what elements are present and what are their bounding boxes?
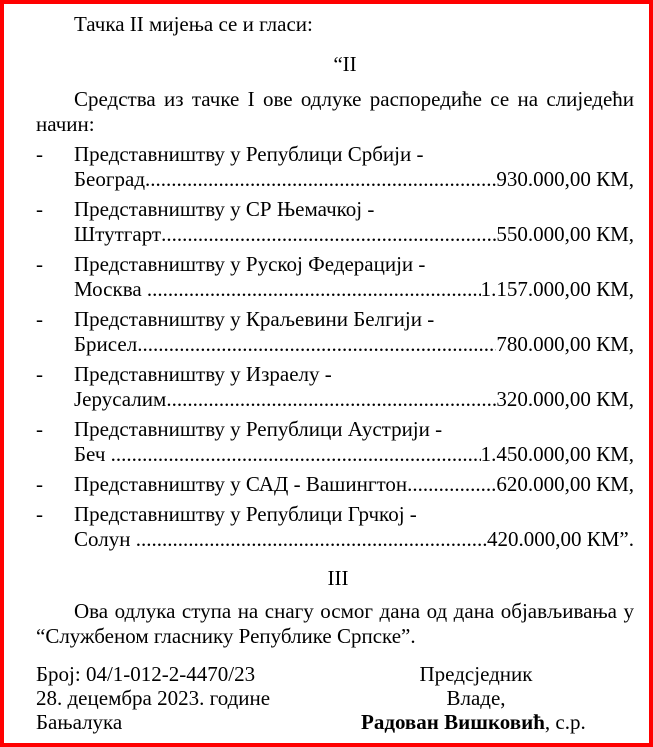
dot-leader — [147, 277, 481, 302]
list-item — [36, 142, 634, 192]
item-line2 — [74, 527, 634, 552]
intro-text: Тачка II мијења се и гласи: — [74, 12, 313, 36]
item-city: Солун — [74, 527, 136, 551]
item-line2 — [74, 387, 634, 412]
dot-leader — [161, 222, 496, 247]
list-item — [36, 252, 634, 302]
signatory-suffix: , с.р. — [544, 710, 586, 734]
dot-leader — [137, 332, 496, 357]
item-line1: Представништву у Републици Србији - — [74, 142, 424, 166]
document-place: Бањалука — [36, 710, 123, 734]
list-item — [36, 417, 634, 467]
item-line2 — [74, 442, 634, 467]
item-amount: 1.157.000,00 КМ, — [480, 277, 634, 301]
item-city: Брисел — [74, 332, 138, 356]
signatory-title — [346, 662, 606, 710]
dot-leader — [111, 442, 481, 467]
item-line1: Представништву у Републици Аустрији - — [74, 417, 443, 441]
item-amount: 780.000,00 КМ, — [496, 332, 634, 356]
item-line1 — [74, 472, 634, 497]
item-line1: Представништву у Израелу - — [74, 362, 332, 386]
list-item — [36, 197, 634, 247]
item-city: Москва — [74, 277, 147, 301]
item-amount: 930.000,00 КМ, — [496, 167, 634, 191]
dot-leader — [166, 387, 496, 412]
list-dash: - — [36, 472, 43, 496]
list-dash: - — [36, 252, 43, 276]
item-amount: 1.450.000,00 КМ, — [480, 442, 634, 466]
list-dash: - — [36, 417, 43, 441]
item-city: Јерусалим — [74, 387, 167, 411]
signatory-role: Предсједник — [419, 662, 533, 686]
document-number: Број: 04/1-012-2-4470/23 — [36, 662, 256, 686]
item-line2 — [74, 332, 634, 357]
list-dash: - — [36, 362, 43, 386]
document-body — [36, 12, 634, 734]
signatory-line — [361, 710, 586, 734]
dot-leader — [407, 472, 496, 497]
paragraph-allocation: Средства из тачке I ове одлуке распоредиће се на слиједећи начин: — [36, 87, 634, 136]
section-ii-heading: “II — [333, 52, 357, 76]
signatory-body: Владе, — [446, 686, 506, 710]
item-line2 — [74, 277, 634, 302]
list-dash: - — [36, 142, 43, 166]
paragraph-effective: Ова одлука ступа на снагу осмог дана од дана објављивања у “Службеном гласнику Републике Српске”. — [36, 599, 634, 648]
footer-left — [36, 662, 270, 734]
item-amount: 320.000,00 КМ, — [496, 387, 634, 411]
item-line1: Представништву у СР Њемачкој - — [74, 197, 375, 221]
document-date: 28. децембра 2023. године — [36, 686, 271, 710]
item-amount: 550.000,00 КМ, — [496, 222, 634, 246]
item-line1: Представништву у Републици Грчкој - — [74, 502, 417, 526]
item-label: Представништву у САД - Вашингтон — [74, 472, 408, 496]
item-city: Штутгарт — [74, 222, 162, 246]
item-line1: Представништву у Краљевини Белгији - — [74, 307, 435, 331]
item-line2 — [74, 222, 634, 247]
section-iii-heading: III — [327, 566, 349, 590]
list-item — [36, 307, 634, 357]
list-item — [36, 362, 634, 412]
list-dash: - — [36, 197, 43, 221]
item-line2 — [74, 167, 634, 192]
signatory-name: Радован Вишковић — [361, 710, 545, 734]
list-item — [36, 472, 634, 497]
item-line1: Представништву у Руској Федерацији - — [74, 252, 426, 276]
item-amount: 620.000,00 КМ, — [496, 472, 634, 496]
dot-leader — [136, 527, 487, 552]
list-dash: - — [36, 502, 43, 526]
item-city: Беч — [74, 442, 111, 466]
allocation-list — [36, 142, 634, 552]
item-amount: 420.000,00 КМ”. — [487, 527, 634, 551]
dot-leader — [145, 167, 496, 192]
item-city: Београд — [74, 167, 145, 191]
list-dash: - — [36, 307, 43, 331]
list-item — [36, 502, 634, 552]
